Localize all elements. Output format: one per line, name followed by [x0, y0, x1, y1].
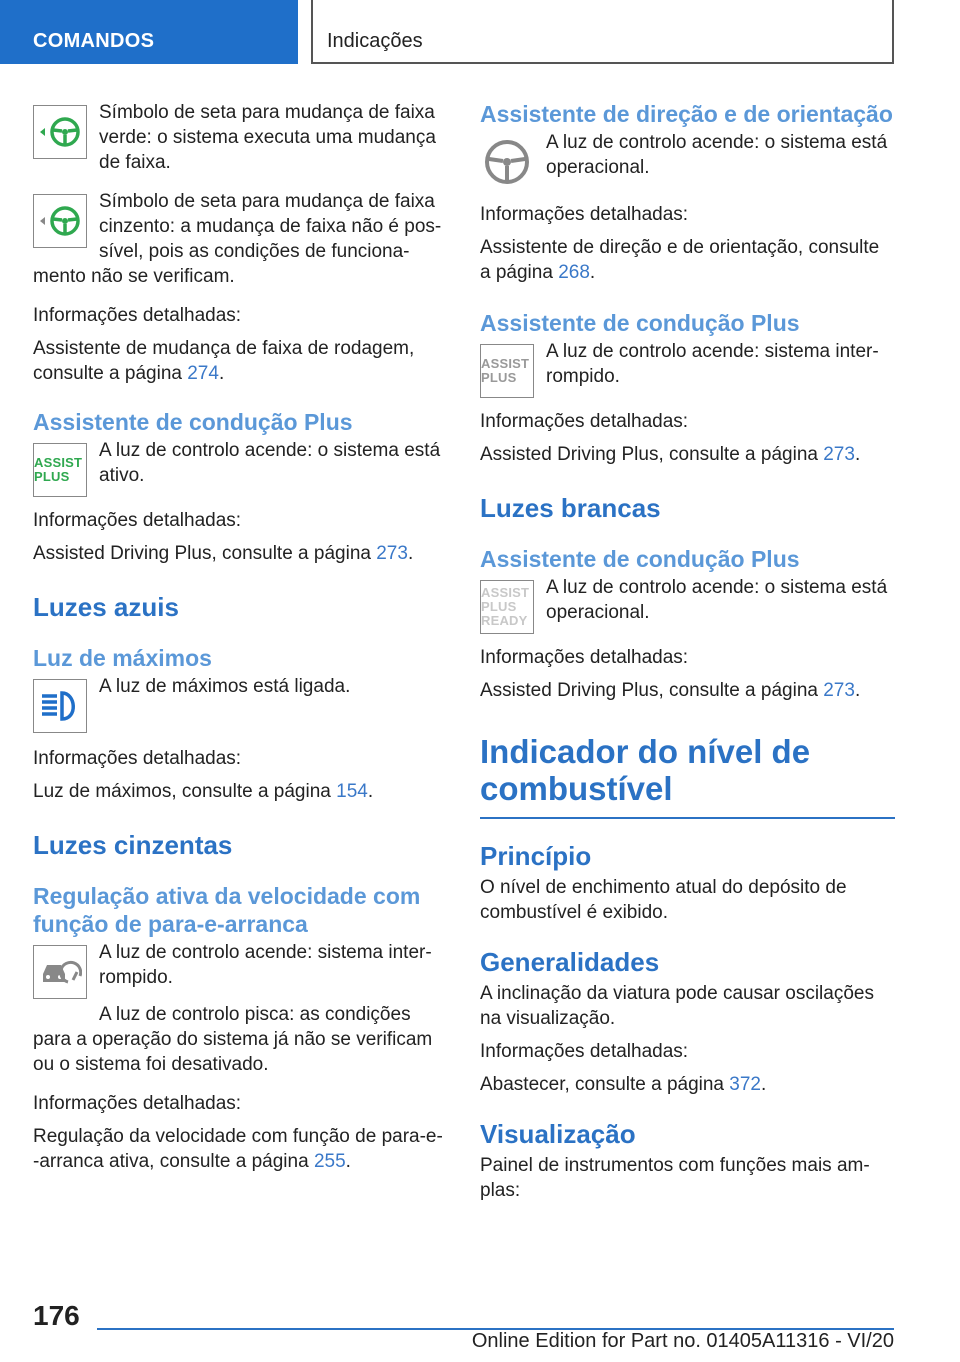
high-beam-entry — [33, 674, 443, 732]
general-text: A inclinação da viatura pode causar oscilações na visualização. — [480, 983, 874, 1029]
info-text: Assisted Driving Plus, consulte a página 273. — [480, 680, 861, 701]
assist-plus-ready-label: ASSIST PLUS READY — [481, 585, 530, 628]
assist-plus-ready-text: A luz de controlo acende: o sistema está operacional. — [546, 577, 888, 623]
info-text: Regulação da velocidade com função de para-e--arranca ativa, consulte a página 255. — [33, 1126, 443, 1172]
assist-plus-ready-entry — [480, 575, 895, 633]
page-link[interactable]: 273 — [823, 680, 855, 701]
assist-plus-grey-entry — [480, 339, 895, 397]
page-link[interactable]: 255 — [313, 1151, 346, 1172]
acc-text-1: A luz de controlo acende: sistema inter-rompido. — [99, 942, 432, 988]
assist-plus-green-entry — [33, 438, 443, 496]
assist-plus-green-label: ASSIST PLUS — [34, 455, 83, 484]
heading-assist-plus: Assistente de condução Plus — [33, 409, 353, 435]
info-text: Assistente de mudança de faixa de rodagem, consulte a página 274. — [33, 338, 415, 384]
lane-change-green-text: Símbolo de seta para mudança de faixa verde: o sistema executa uma mudança de faixa. — [99, 102, 436, 173]
steering-wheel-icon — [480, 135, 534, 189]
assist-plus-green-text: A luz de controlo acende: o sistema está ativo. — [99, 440, 441, 486]
lane-change-grey-text: Símbolo de seta para mudança de faixa cinzento: a mudança de faixa não é pos-sível, pois as condições de funciona- — [99, 191, 442, 262]
assist-plus-grey-label: ASSIST PLUS — [481, 356, 530, 385]
steering-entry — [480, 130, 895, 188]
page-link[interactable]: 372 — [729, 1074, 761, 1095]
info-text: Abastecer, consulte a página 372. — [480, 1074, 767, 1095]
heading-rule — [480, 817, 895, 819]
heading-acc: Regulação ativa da velocidade com função de para-e-arranca — [33, 883, 421, 937]
subsection-header — [311, 0, 894, 64]
lane-change-green-entry — [33, 100, 443, 175]
info-label: Informações detalhadas: — [480, 411, 689, 432]
left-column — [33, 100, 443, 1174]
info-label: Informações detalhadas: — [33, 1093, 242, 1114]
info-label: Informações detalhadas: — [480, 1041, 689, 1062]
high-beam-icon — [33, 679, 87, 733]
info-label: Informações detalhadas: — [480, 204, 689, 225]
heading-display: Visualização — [480, 1119, 636, 1149]
acc-text-2-first: A luz de controlo pisca: as condições — [99, 1004, 411, 1025]
info-text: Assistente de direção e de orientação, consulte a página 268. — [480, 237, 880, 283]
heading-white-lights: Luzes brancas — [480, 493, 661, 523]
assist-plus-green-icon — [33, 443, 87, 497]
page-link[interactable]: 273 — [376, 543, 408, 564]
info-text: Luz de máximos, consulte a página 154. — [33, 781, 374, 802]
page-link[interactable]: 274 — [187, 363, 219, 384]
info-label: Informações detalhadas: — [480, 647, 689, 668]
page-link[interactable]: 154 — [336, 781, 368, 802]
assist-plus-grey-icon — [480, 344, 534, 398]
heading-grey-lights: Luzes cinzentas — [33, 830, 233, 860]
page-number: 176 — [33, 1300, 80, 1331]
lane-change-green-icon — [33, 105, 87, 159]
info-label: Informações detalhadas: — [33, 748, 242, 769]
subsection-title: Indicações — [327, 30, 423, 52]
info-text: Assisted Driving Plus, consulte a página 273. — [480, 444, 861, 465]
high-beam-text: A luz de máximos está ligada. — [99, 676, 351, 697]
heading-blue-lights: Luzes azuis — [33, 592, 179, 622]
page-link[interactable]: 268 — [558, 262, 590, 283]
heading-assist-plus: Assistente de condução Plus — [480, 310, 800, 336]
heading-general: Generalidades — [480, 947, 660, 977]
lane-change-grey-text-cont: mento não se verificam. — [33, 266, 235, 287]
steering-text: A luz de controlo acende: o sistema está operacional. — [546, 132, 888, 178]
right-column — [480, 100, 895, 1203]
principle-text: O nível de enchimento atual do depósito de combustível é exibido. — [480, 877, 847, 923]
info-text: Assisted Driving Plus, consulte a página 273. — [33, 543, 414, 564]
heading-high-beam: Luz de máximos — [33, 645, 212, 671]
assist-plus-ready-icon — [480, 580, 534, 634]
section-title: COMANDOS — [33, 30, 155, 52]
acc-stop-go-icon — [33, 945, 87, 999]
heading-fuel-indicator: Indicador do nível de combustível — [480, 733, 811, 807]
section-tab — [0, 0, 298, 64]
info-label: Informações detalhadas: — [33, 510, 242, 531]
info-label: Informações detalhadas: — [33, 305, 242, 326]
heading-principle: Princípio — [480, 841, 592, 871]
display-text: Painel de instrumentos com funções mais am-plas: — [480, 1155, 870, 1201]
footer-edition: Online Edition for Part no. 01405A11316 - VI/20 — [471, 1330, 894, 1352]
heading-assist-plus-2: Assistente de condução Plus — [480, 546, 800, 572]
acc-text-2-rest: para a operação do sistema já não se verificam ou o sistema foi desativado. — [33, 1029, 433, 1075]
heading-steering: Assistente de direção e de orientação — [480, 101, 893, 127]
page-link[interactable]: 273 — [823, 444, 855, 465]
assist-plus-grey-text: A luz de controlo acende: sistema inter-rompido. — [546, 341, 879, 387]
lane-change-grey-entry — [33, 189, 443, 264]
acc-entry — [33, 940, 443, 998]
lane-change-grey-icon — [33, 194, 87, 248]
